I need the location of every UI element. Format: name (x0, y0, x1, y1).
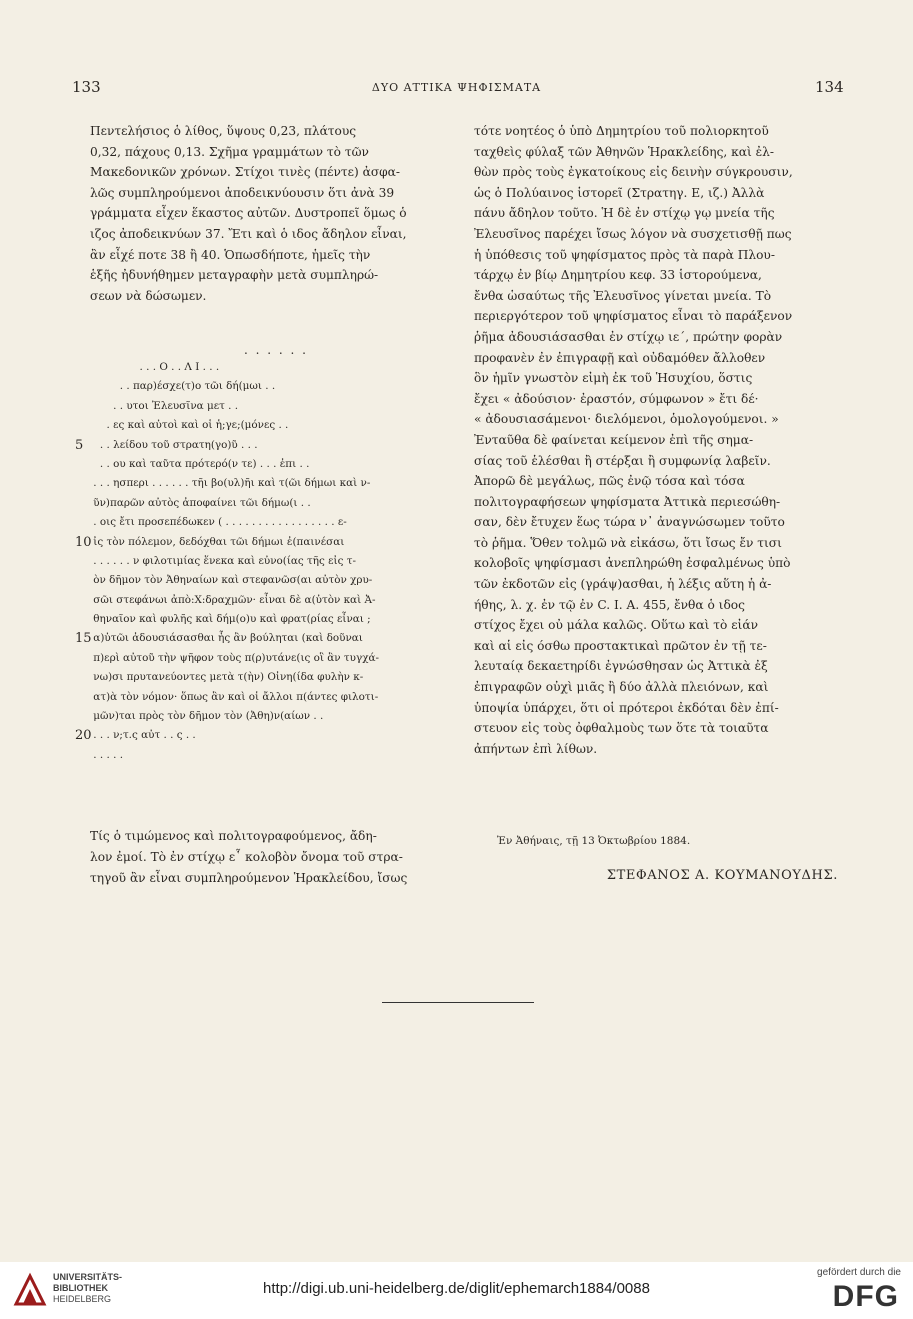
inscription-line (90, 397, 462, 416)
text-line: τὸ ῥῆμα. Ὅθεν τολμῶ νὰ εἰκάσω, ὅτι ἴσως ἔν τισι (474, 535, 782, 550)
text-line: Τίς ὁ τιμώμενος καὶ πολιτογραφούμενος, ἄδη- (90, 829, 377, 843)
line-number: 20 (75, 728, 92, 744)
line-number: 10 (75, 534, 92, 550)
text-line: προφανὲν ἐν ἐπιγραφῇ καὶ οὐδαμόθεν ἄλλοθεν (474, 350, 766, 365)
text-line: ὃν ἡμῖν γνωστὸν εἰμὴ ἐκ τοῦ Ἡσυχίου, ὅστις (474, 371, 753, 386)
inscription-text: . οις ἔτι προσεπέδωκεν ( . . . . . . . . . . . . . . . . . ε- (90, 516, 347, 529)
inscription-line (90, 513, 462, 532)
line-number: 15 (75, 631, 92, 647)
text-line: καὶ αἱ εἰς όσθω προστακτικαὶ πρῶτον ἐν τῇ τε- (474, 638, 767, 653)
inscription-line (90, 707, 462, 726)
inscription-text: . ες καὶ αὐτοὶ καὶ οἱ ἡ;γε;(μόνες . . (90, 419, 289, 432)
text-line: ιζος ἀποδεικνύων 37. Ἔτι καὶ ὁ ιδος ἄδηλον εἶναι, (90, 226, 407, 241)
text-line: τότε νοητέος ὁ ὑπὸ Δημητρίου τοῦ πολιορκητοῦ (474, 124, 769, 138)
dfg-logo: DFG (832, 1280, 899, 1313)
inscription-line (90, 668, 462, 687)
text-line: σίας τοῦ ἑλέσθαι ἢ στέρξαι ἢ συμφωνίᾳ λαβεῖν. (474, 453, 771, 468)
inscription-text: ῦν)παρῶν αὐτὸς ἀποφαίνει τῶι δήμω(ι . . (90, 496, 311, 509)
running-title: ΔΥΟ ΑΤΤΙΚΑ ΨΗΦΙΣΜΑΤΑ (371, 81, 542, 94)
inscription-line (90, 552, 462, 571)
text-line: στίχος ἔχει οὐ μάλα καλῶς. Οὕτω καὶ τὸ εἰάν (474, 618, 758, 633)
text-line: Ἀπορῶ δὲ μεγάλως, πῶς ἐνῷ τόσα καὶ τόσα (474, 474, 745, 489)
footer-bar (0, 1262, 913, 1319)
inscription-line (90, 377, 462, 396)
text-line: ἑξῆς ἠδυνήθημεν μεταγραφὴν μετὰ συμπληρώ- (90, 268, 379, 283)
end-rule (382, 1002, 534, 1003)
author-signature: ΣΤΕΦΑΝΟΣ Α. ΚΟΥΜΑΝΟΥΔΗΣ. (606, 868, 838, 883)
inscription-line (75, 726, 462, 745)
left-column-intro (90, 121, 462, 306)
inscription-line (75, 533, 462, 552)
text-line: τῶν ἐκδοτῶν εἰς (γράψ)ασθαι, ἡ λέξις αὕτη ἡ ἀ- (474, 577, 772, 592)
text-line: ἔνθα ὡσαύτως τῆς Ἐλευσῖνος γίνεται μνεία. Τὸ (474, 288, 772, 303)
inscription-line (90, 610, 462, 629)
library-line-3: HEIDELBERG (53, 1294, 112, 1304)
text-line: τηγοῦ ἂν εἶναι συμπληρούμενον Ἡρακλείδου, ἴσως (90, 871, 408, 885)
inscription-text: . . υτοι Ἐλευσῖνα μετ . . (90, 399, 239, 412)
text-line: λευταίᾳ δεκαετηρίδι ἐγνώσθησαν ὡς Ἀττικὰ ἐξ (474, 659, 768, 674)
inscription-dots: . . . . . . (244, 343, 308, 357)
text-line: Ἐλευσῖνος παρέχει ἴσως λόγον νὰ συσχετισθῇ πως (474, 226, 792, 241)
inscription-line (90, 688, 462, 707)
inscription-text: π)ερὶ αὐτοῦ τὴν ψῆφον τοὺς π(ρ)υτάνε(ις οἳ ἂν τυγχά- (90, 651, 380, 664)
inscription-line (90, 455, 462, 474)
text-line: λον ἐμοί. Τὸ ἐν στίχῳ ε῟ κολοβὸν ὄνομα τοῦ στρα- (90, 850, 403, 864)
permalink-url[interactable]: http://digi.ub.uni-heidelberg.de/diglit/ephemarch1884/0088 (263, 1280, 650, 1297)
inscription-text: ἰς τὸν πόλεμον, δεδόχθαι τῶι δήμωι ἐ(παινέσαι (90, 535, 345, 548)
inscription-line (90, 649, 462, 668)
inscription-text: . . . ν;τ.ς αὐτ . . ς . . (90, 729, 196, 742)
inscription-line (75, 436, 462, 455)
text-line: 0,32, πάχους 0,13. Σχῆμα γραμμάτων τὸ τῶν (90, 144, 369, 159)
inscription-line (75, 629, 462, 648)
inscription-line (90, 416, 462, 435)
inscription-text: . . ου καὶ ταῦτα πρότερό(ν τε) . . . ἐπι . . (90, 457, 310, 470)
inscription-text: α)ὐτῶι ἀδουσιάσασθαι ἧς ἂν βούληται (καὶ δοῦναι (90, 632, 363, 645)
text-line: σεων νὰ δώσωμεν. (90, 288, 207, 303)
text-line: ἡ ὑπόθεσις τοῦ ψηφίσματος πρὸς τὰ παρὰ Πλου- (474, 247, 775, 262)
funded-by-label: gefördert durch die (817, 1267, 901, 1278)
inscription-text: ὸν δῆμον τὸν Ἀθηναίων καὶ στεφανῶσ(αι αὐτὸν χρυ- (90, 574, 373, 587)
page-number-right: 134 (815, 78, 844, 96)
right-column (474, 121, 846, 759)
text-line: πολιτογραφήσεων ψηφίσματα Ἀττικὰ περιεσώθη- (474, 494, 781, 509)
inscription-text: . . . Ο . . Λ Ι . . . (90, 361, 220, 373)
text-line: ὑποψία ὑπάρχει, ὅτι οἱ πρότεροι ἐκδόται δὲν ἐπί- (474, 700, 779, 715)
text-line: ἂν εἶχέ ποτε 38 ἢ 40. Ὁπωσδήποτε, ἡμεῖς τὴν (90, 247, 371, 262)
text-line: ἔχει « ἀδούσιον· ἐραστόν, σύμφωνον » ἔτι δέ· (474, 391, 759, 406)
inscription-line (90, 474, 462, 493)
library-line-1: UNIVERSITÄTS- (53, 1272, 123, 1282)
inscription-line (90, 571, 462, 590)
inscription-text: . . . . . . ν φιλοτιμίας ἕνεκα καὶ εὐνο(ίας τῆς εἰς τ- (90, 554, 356, 567)
inscription-text: μῶν)ται πρὸς τὸν δῆμον τὸν (Ἀθη)ν(αίων . . (90, 710, 324, 723)
inscription-text: . . . ησπερι . . . . . . τῆι βο(υλ)ῆι καὶ τ(ῶι δήμωι καὶ ν- (90, 477, 371, 490)
inscription-line (90, 358, 462, 377)
text-line: πάνυ ἄδηλον τοῦτο. Ἡ δὲ ἐν στίχῳ γῳ μνεία τῆς (474, 206, 775, 221)
inscription-line (90, 746, 462, 765)
inscription-text: ατ)ὰ τὸν νόμον· ὅπως ἂν καὶ οἱ ἄλλοι π(άντες φιλοτι- (90, 690, 379, 703)
text-line: θὼν πρὸς τοὺς ἐγκατοίκους εἰς δεινὴν σύγκρουσιν, (474, 165, 793, 180)
text-line: ἀπήντων ἐπὶ λίθων. (474, 741, 598, 756)
text-line: ταχθεὶς φύλαξ τῶν Ἀθηνῶν Ἡρακλείδης, καὶ ἐλ- (474, 144, 775, 159)
text-line: Πεντελήσιος ὁ λίθος, ὕψους 0,23, πλάτους (90, 124, 357, 138)
text-line: « ἀδουσιασάμενοι· διελόμενοι, ὁμολογούμενοι. » (474, 412, 779, 427)
text-line: ῥῆμα ἀδουσιάσασθαι ἐν στίχῳ ιε΄, πρώτην φορὰν (474, 329, 783, 344)
text-line: κολοβοῖς ψηφίσμασι ἀνεπληρώθη ἐσφαλμένως ὑπὸ (474, 556, 791, 571)
inscription-line (90, 591, 462, 610)
library-line-2: BIBLIOTHEK (53, 1283, 108, 1293)
page-number-left: 133 (72, 78, 101, 96)
line-number: 5 (75, 437, 84, 453)
inscription-text: θηναῖον καὶ φυλῆς καὶ δήμ(ο)υ καὶ φρατ(ρίας εἶναι ; (90, 613, 371, 626)
text-line: Μακεδονικῶν χρόνων. Στίχοι τινὲς (πέντε) ἀσφα- (90, 165, 401, 180)
inscription-text: νω)σι πρυτανεύοντες μετὰ τ(ὴν) Οἰνη(ίδα φυλὴν κ- (90, 671, 364, 684)
text-line: λῶς συμπληρούμενοι ἀποδεικνύουσιν ὅτι ἀνὰ 39 (90, 185, 395, 200)
text-line: σαν, δὲν ἔτυχεν ἕως τώρα ν᾽ ἀναγνώσωμεν τοῦτο (474, 515, 785, 530)
text-line: Ἐνταῦθα δὲ φαίνεται κείμενον ἐπὶ τῆς σημα- (474, 432, 754, 447)
text-line: ὡς ὁ Πολύαινος ἱστορεῖ (Στρατηγ. Ε, ιζ.) Ἀλλὰ (474, 185, 765, 200)
text-line: ἐπιγραφῶν οὐχὶ μιᾶς ἢ δύο ἀλλὰ πλειόνων, καὶ (474, 680, 769, 695)
inscription-line (90, 494, 462, 513)
date-line: Ἐν Ἀθήναις, τῇ 13 Ὀκτωβρίου 1884. (497, 835, 691, 847)
inscription-text: . . λείδου τοῦ στρατη(γο)ῦ . . . (90, 438, 258, 451)
inscription-text: . . παρ)έσχε(τ)ο τῶι δή(μωι . . (90, 380, 276, 393)
text-line: περιεργότερον τοῦ ψηφίσματος εἶναι τὸ παράξενον (474, 309, 793, 324)
inscription-text: σῶι στεφάνωι ἀπὸ:Χ:δραχμῶν· εἶναι δὲ α(ὐτὸν καὶ Ἀ- (90, 593, 376, 606)
inscription-block (75, 342, 462, 765)
text-line: ήθης, λ. χ. ἐν τῷ ἐν C. I. A. 455, ἔνθα ὁ ιδος (474, 597, 745, 612)
text-line: τάρχῳ ἐν βίῳ Δημητρίου κεφ. 33 ἱστορούμενα, (474, 268, 762, 283)
inscription-text: . . . . . (90, 748, 124, 761)
text-line: στευον εἰς τοὺς ὀφθαλμοὺς των ὅτε τὰ τοιαῦτα (474, 721, 769, 736)
text-line: γράμματα εἶχεν ἕκαστος αὐτῶν. Δυστροπεῖ ὅμως ὁ (90, 206, 407, 221)
